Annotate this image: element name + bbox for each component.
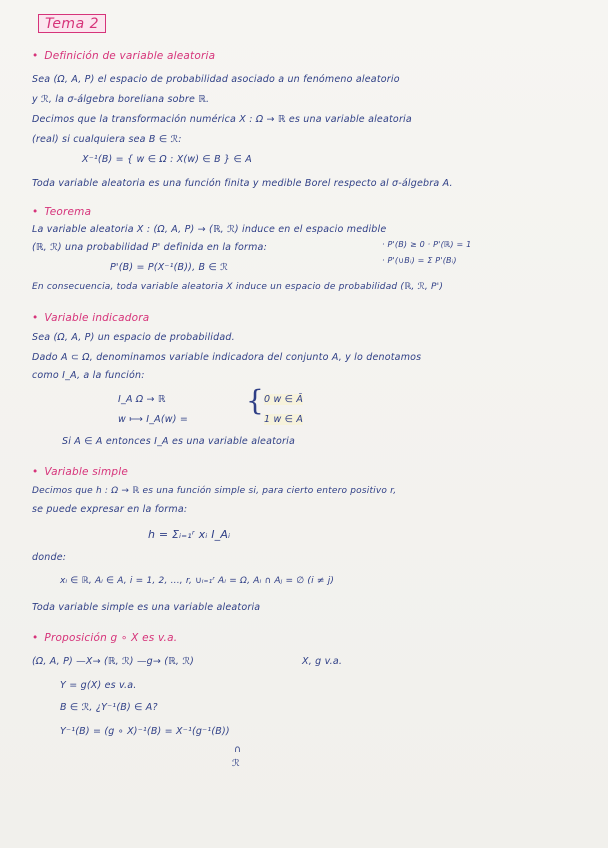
heading-text: Teorema: [44, 206, 92, 218]
formula-line: Y = g(X) es v.a.: [60, 680, 137, 691]
formula-line: B ∈ ℛ, ¿Y⁻¹(B) ∈ A?: [60, 702, 158, 713]
bullet-icon: •: [32, 466, 39, 478]
section-heading-indicadora: [32, 312, 149, 324]
bullet-icon: •: [32, 206, 39, 218]
case-zero: 0 w ∈ Ā: [264, 394, 304, 405]
text-line: Toda variable aleatoria es una función finita y medible Borel respecto al σ-álgebra A.: [32, 178, 453, 189]
formula-induced-probability: P'(B) = P(X⁻¹(B)), B ∈ ℛ: [110, 262, 228, 273]
text-line: En consecuencia, toda variable aleatoria X induce un espacio de probabilidad (ℝ, ℛ, P'): [32, 282, 444, 292]
text-line: Decimos que h : Ω → ℝ es una función simple si, para cierto entero positivo r,: [32, 486, 397, 496]
heading-text: Variable simple: [44, 466, 129, 478]
formula-indicator-def: w ⟼ I_A(w) =: [118, 414, 189, 425]
formula-symbol: ∩: [234, 744, 242, 755]
formula-symbol: ℛ: [232, 758, 240, 769]
heading-text: Variable indicadora: [44, 312, 150, 324]
text-line: como I_A, a la función:: [32, 370, 145, 381]
formula-simple-function: h = Σᵢ₌₁ʳ xᵢ I_Aᵢ: [148, 528, 231, 541]
text-line: (real) si cualquiera sea B ∈ ℛ:: [32, 134, 182, 145]
text-line: Si A ∈ A entonces I_A es una variable aleatoria: [62, 436, 296, 447]
brace-icon: {: [246, 384, 264, 417]
formula-line: Y⁻¹(B) = (g ∘ X)⁻¹(B) = X⁻¹(g⁻¹(B)): [60, 726, 230, 737]
heading-text: Definición de variable aleatoria: [44, 50, 216, 62]
case-one: 1 w ∈ A: [264, 414, 304, 425]
text-line: Sea (Ω, A, P) el espacio de probabilidad asociado a un fenómeno aleatorio: [32, 74, 400, 85]
section-heading-proposicion: [32, 632, 177, 644]
formula-simple-conditions: xᵢ ∈ ℝ, Aᵢ ∈ A, i = 1, 2, ..., r, ∪ᵢ₌₁ʳ Aᵢ = Ω, Aᵢ ∩ Aⱼ = ∅ (i ≠ j): [60, 576, 335, 586]
text-line: Decimos que la transformación numérica X : Ω → ℝ es una variable aleatoria: [32, 114, 412, 125]
page-title: Tema 2: [38, 14, 106, 33]
text-line: Dado A ⊂ Ω, denominamos variable indicadora del conjunto A, y lo denotamos: [32, 352, 422, 363]
bullet-icon: •: [32, 632, 39, 644]
bullet-icon: •: [32, 50, 39, 62]
text-line: y ℛ, la σ-álgebra boreliana sobre ℝ.: [32, 94, 210, 105]
formula-composition-chain: (Ω, A, P) —X→ (ℝ, ℛ) —g→ (ℝ, ℛ): [32, 656, 195, 667]
bullet-icon: •: [32, 312, 39, 324]
formula-preimage: X⁻¹(B) = { w ∈ Ω : X(w) ∈ B } ∈ A: [82, 154, 252, 165]
text-line: donde:: [32, 552, 67, 563]
section-heading-definicion: [32, 50, 215, 62]
text-line: La variable aleatoria X : (Ω, A, P) → (ℝ, ℛ) induce en el espacio medible: [32, 224, 387, 235]
heading-text: Proposición g ∘ X es v.a.: [44, 632, 178, 644]
text-line: Toda variable simple es una variable aleatoria: [32, 602, 261, 613]
text-line: se puede expresar en la forma:: [32, 504, 188, 515]
side-note: · P'(∪Bᵢ) = Σ P'(Bᵢ): [382, 256, 457, 265]
section-heading-simple: [32, 466, 128, 478]
text-line: (ℝ, ℛ) una probabilidad P' definida en la forma:: [32, 242, 267, 253]
side-note: X, g v.a.: [302, 656, 343, 667]
section-heading-teorema: [32, 206, 91, 218]
formula-indicator-map: I_A Ω → ℝ: [118, 394, 166, 405]
text-line: Sea (Ω, A, P) un espacio de probabilidad.: [32, 332, 235, 343]
side-note: · P'(B) ≥ 0 · P'(ℝ) = 1: [382, 240, 472, 249]
